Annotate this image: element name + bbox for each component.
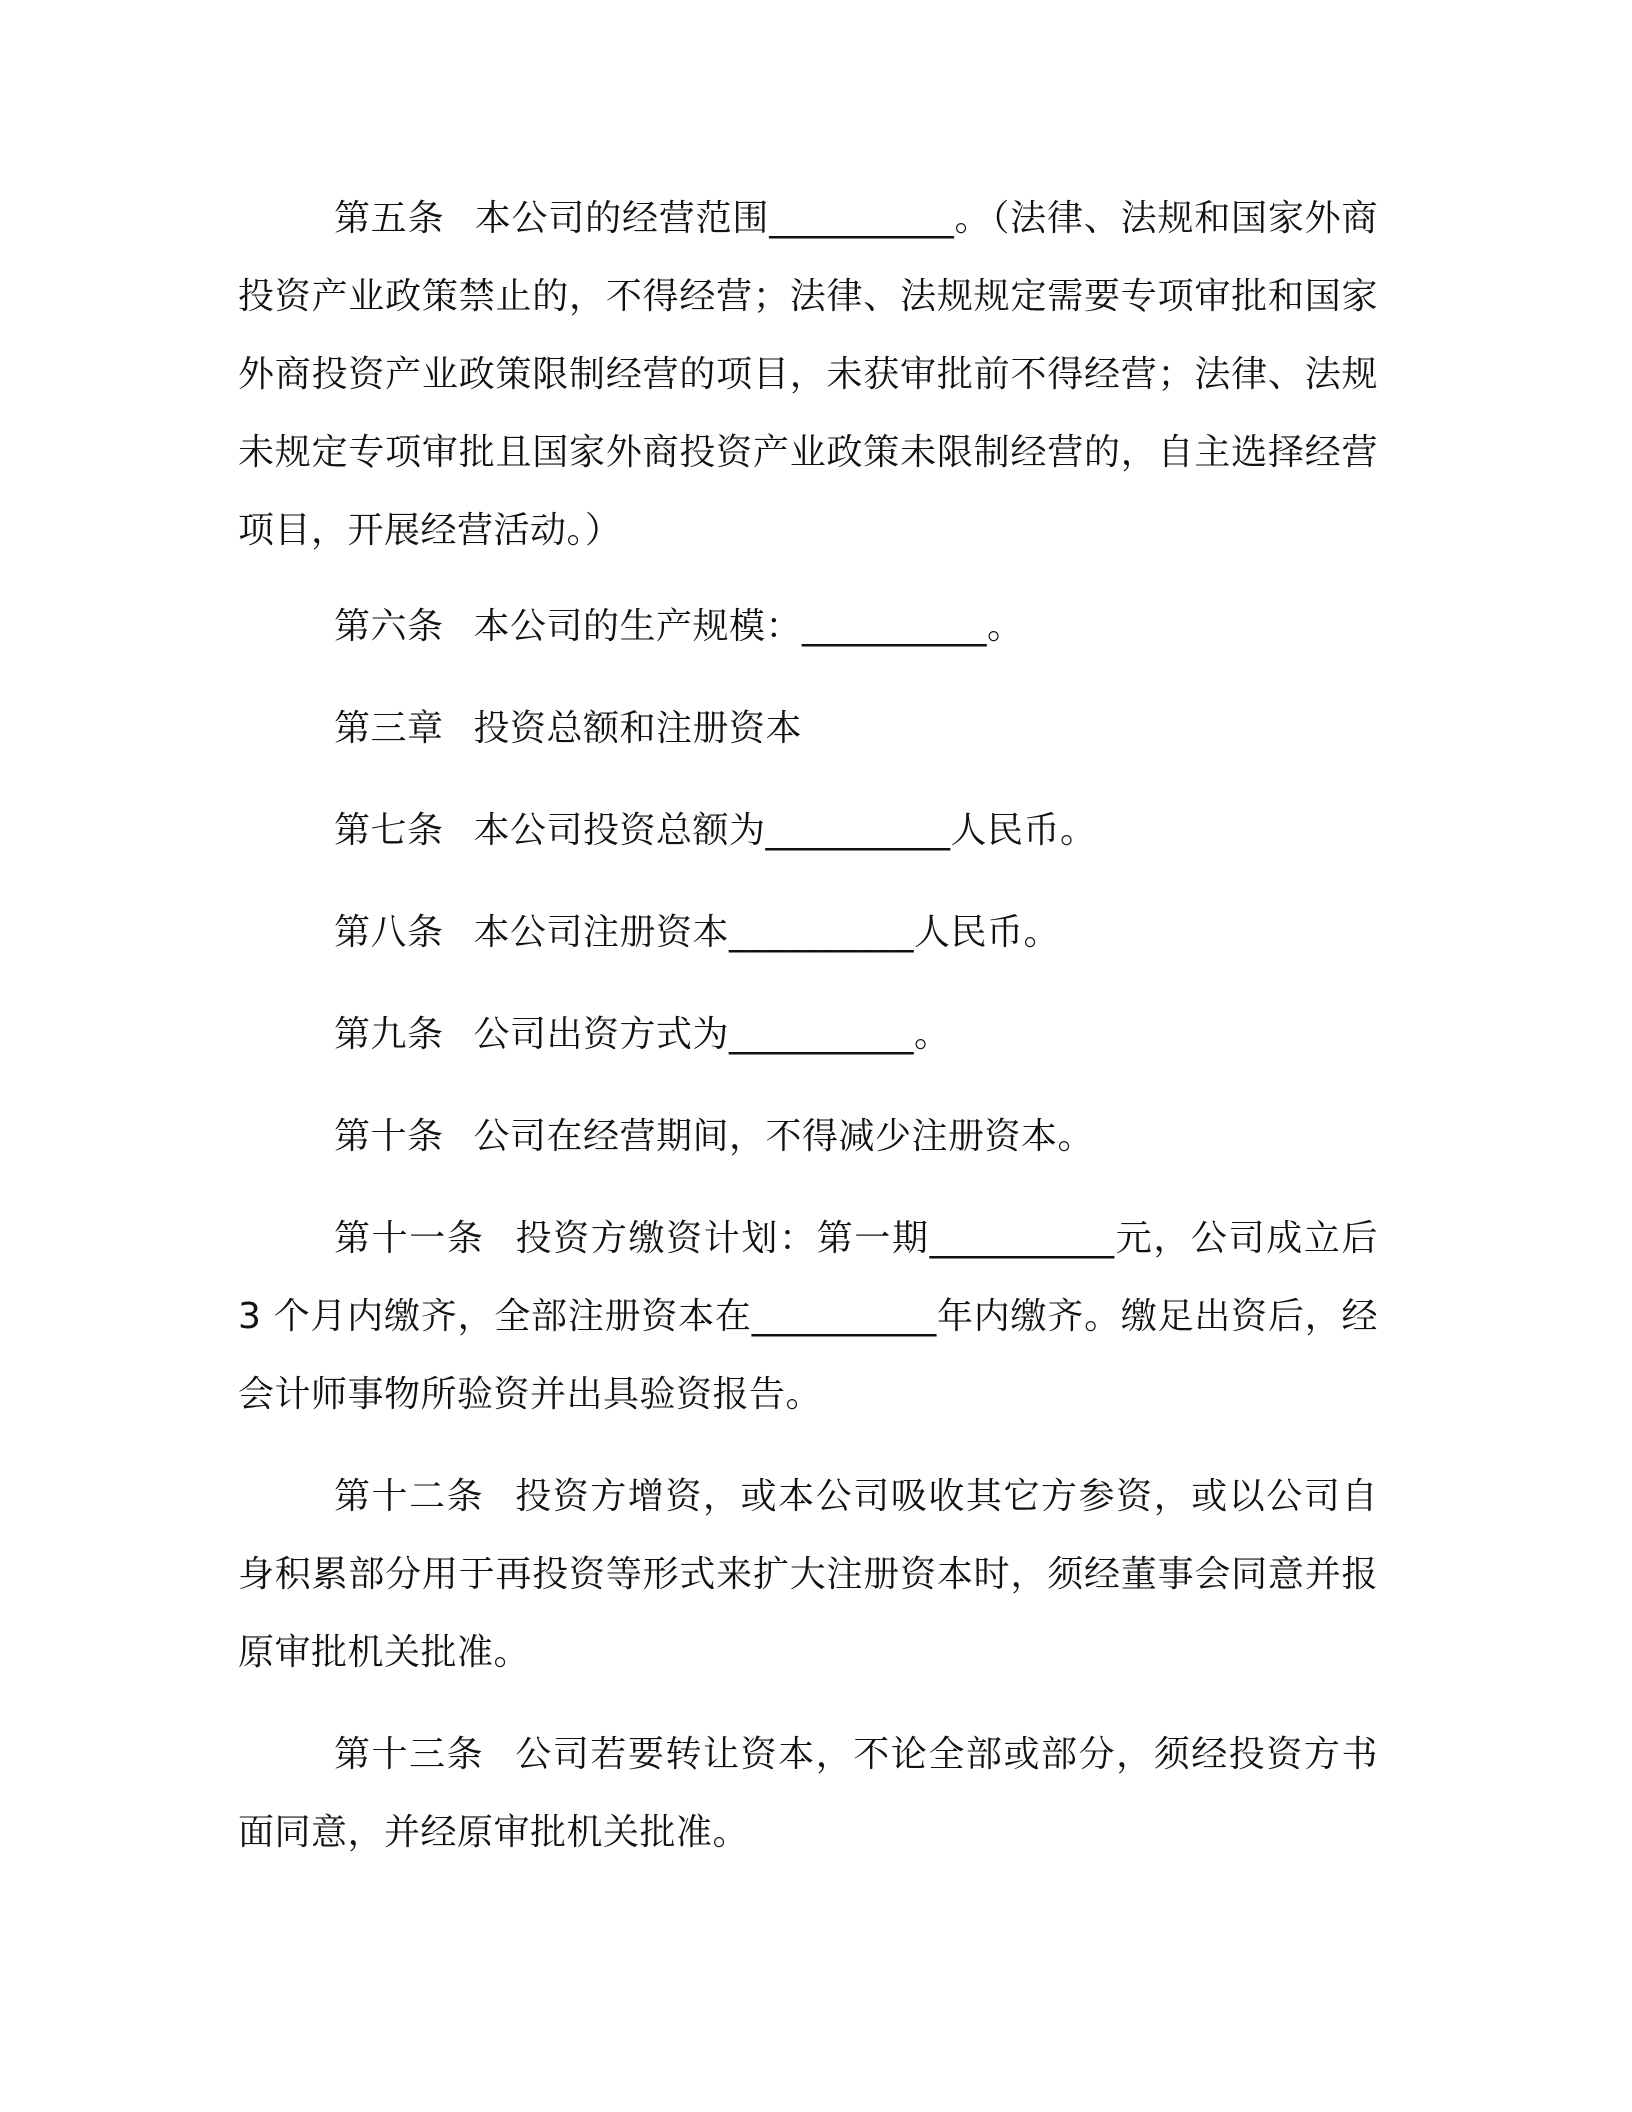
article-13-text: 公司若要转让资本，不论全部或部分，须经投资方书面同意，并经原审批机关批准。 xyxy=(238,1734,1378,1853)
article-6-label: 第六条 xyxy=(334,606,444,647)
article-10-text: 公司在经营期间，不得减少注册资本。 xyxy=(473,1116,1095,1157)
article-12-label: 第十二条 xyxy=(334,1476,485,1517)
article-11-paragraph xyxy=(238,1200,1378,1434)
article-6-paragraph xyxy=(238,588,1378,666)
article-5-paragraph xyxy=(238,180,1378,570)
article-10-paragraph xyxy=(238,1098,1378,1176)
article-11-label: 第十一条 xyxy=(334,1218,485,1259)
article-11-text: 投资方缴资计划：第一期__________元，公司成立后 3 个月内缴齐，全部注册资本在__________年内缴齐。缴足出资后，经会计师事物所验资并出具验资报告。 xyxy=(238,1218,1378,1415)
article-6-text: 本公司的生产规模：__________。 xyxy=(473,606,1024,647)
article-9-label: 第九条 xyxy=(334,1014,444,1055)
article-7-label: 第七条 xyxy=(334,810,444,851)
article-12-text: 投资方增资，或本公司吸收其它方参资，或以公司自身积累部分用于再投资等形式来扩大注册资本时，须经董事会同意并报原审批机关批准。 xyxy=(238,1476,1378,1673)
article-7-paragraph xyxy=(238,792,1378,870)
article-13-paragraph xyxy=(238,1716,1378,1872)
article-7-text: 本公司投资总额为__________人民币。 xyxy=(473,810,1097,851)
article-12-paragraph xyxy=(238,1458,1378,1692)
chapter-3-heading xyxy=(238,690,1378,768)
article-8-text: 本公司注册资本__________人民币。 xyxy=(473,912,1061,953)
article-13-label: 第十三条 xyxy=(334,1734,485,1775)
article-10-label: 第十条 xyxy=(334,1116,444,1157)
article-9-text: 公司出资方式为__________。 xyxy=(473,1014,951,1055)
article-8-paragraph xyxy=(238,894,1378,972)
chapter-3-label: 第三章 xyxy=(334,708,444,749)
article-5-text: 本公司的经营范围__________。（法律、法规和国家外商投资产业政策禁止的，不得经营；法律、法规规定需要专项审批和国家外商投资产业政策限制经营的项目，未获审批前不得经营；法律、法规未规定专项审批且国家外商投资产业政策未限制经营的，自主选择经营项目，开展经营活动。） xyxy=(238,198,1378,551)
article-5-label: 第五条 xyxy=(334,198,445,239)
article-8-label: 第八条 xyxy=(334,912,444,953)
article-9-paragraph xyxy=(238,996,1378,1074)
chapter-3-title: 投资总额和注册资本 xyxy=(473,708,803,749)
